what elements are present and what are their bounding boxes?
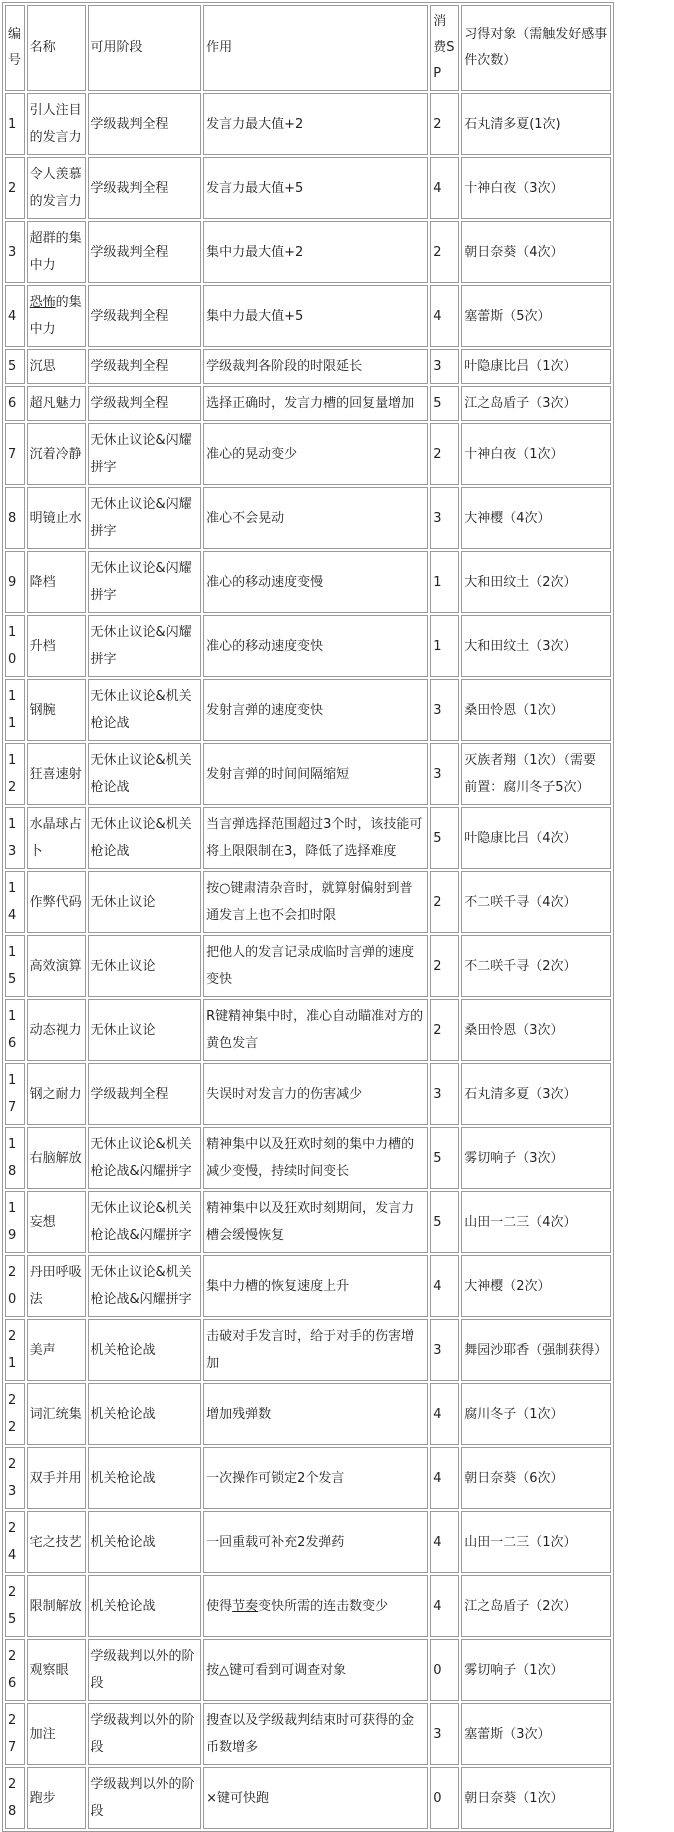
- cell-name: 超群的集中力: [27, 221, 86, 283]
- cell-no: 24: [5, 1511, 25, 1573]
- cell-no: 23: [5, 1447, 25, 1509]
- cell-sp: 2: [430, 221, 459, 283]
- cell-learn: 雾切响子（3次）: [461, 1127, 611, 1189]
- cell-stage: 学级裁判全程: [88, 221, 202, 283]
- cell-stage: 无休止议论&机关枪论战: [88, 743, 202, 805]
- cell-learn: 塞蕾斯（3次）: [461, 1703, 611, 1765]
- table-row: [5, 1575, 611, 1637]
- cell-effect: 集中力最大值+5: [203, 285, 428, 347]
- header-no: 编号: [5, 5, 25, 91]
- cell-no: 2: [5, 157, 25, 219]
- cell-name-underlined: 恐怖: [29, 295, 56, 310]
- table-row: [5, 999, 611, 1061]
- cell-name: 超凡魅力: [27, 386, 86, 421]
- cell-effect: 准心的晃动变少: [203, 423, 428, 485]
- cell-name: 丹田呼吸法: [27, 1255, 86, 1317]
- cell-name: 作弊代码: [27, 871, 86, 933]
- cell-name: 右脑解放: [27, 1127, 86, 1189]
- table-row: [5, 1063, 611, 1125]
- cell-learn: 山田一二三（4次）: [461, 1191, 611, 1253]
- cell-effect: 发言力最大值+5: [203, 157, 428, 219]
- cell-learn: 塞蕾斯（5次）: [461, 285, 611, 347]
- table-row: [5, 93, 611, 155]
- cell-learn: 不二咲千寻（2次）: [461, 935, 611, 997]
- table-row: [5, 1511, 611, 1573]
- cell-stage: 学级裁判全程: [88, 93, 202, 155]
- cell-no: 12: [5, 743, 25, 805]
- table-row: [5, 1191, 611, 1253]
- header-effect: 作用: [203, 5, 428, 91]
- cell-effect: 失误时对发言力的伤害减少: [203, 1063, 428, 1125]
- cell-no: 13: [5, 807, 25, 869]
- cell-learn: 桑田怜恩（1次）: [461, 679, 611, 741]
- cell-effect: 按△键可看到可调查对象: [203, 1639, 428, 1701]
- cell-sp: 4: [430, 157, 459, 219]
- cell-no: 1: [5, 93, 25, 155]
- cell-sp: 4: [430, 1575, 459, 1637]
- cell-effect: R键精神集中时，准心自动瞄准对方的黄色发言: [203, 999, 428, 1061]
- table-row: [5, 285, 611, 347]
- cell-sp: 3: [430, 1063, 459, 1125]
- cell-effect: 精神集中以及狂欢时刻的集中力槽的减少变慢，持续时间变长: [203, 1127, 428, 1189]
- cell-learn: 不二咲千寻（4次）: [461, 871, 611, 933]
- cell-effect: 集中力最大值+2: [203, 221, 428, 283]
- cell-no: 11: [5, 679, 25, 741]
- cell-sp: 0: [430, 1767, 459, 1829]
- table-row: [5, 1383, 611, 1445]
- cell-stage: 无休止议论: [88, 999, 202, 1061]
- cell-sp: 1: [430, 551, 459, 613]
- table-row: [5, 349, 611, 384]
- table-row: [5, 1639, 611, 1701]
- cell-name: 令人羡慕的发言力: [27, 157, 86, 219]
- cell-learn: 十神白夜（3次）: [461, 157, 611, 219]
- cell-effect: 一回重载可补充2发弹药: [203, 1511, 428, 1573]
- cell-learn: 桑田怜恩（3次）: [461, 999, 611, 1061]
- cell-name: 狂喜速射: [27, 743, 86, 805]
- cell-sp: 3: [430, 1703, 459, 1765]
- cell-stage: 机关枪论战: [88, 1447, 202, 1509]
- cell-sp: 2: [430, 999, 459, 1061]
- cell-effect: 增加残弹数: [203, 1383, 428, 1445]
- cell-effect-part: 使得: [206, 1598, 233, 1614]
- cell-name: [27, 285, 86, 347]
- cell-name: 限制解放: [27, 1575, 86, 1637]
- cell-stage: 无休止议论&机关枪论战&闪耀拼字: [88, 1191, 202, 1253]
- cell-learn: 灭族者翔（1次）（需要前置：腐川冬子5次）: [461, 743, 611, 805]
- cell-name: 钢之耐力: [27, 1063, 86, 1125]
- cell-stage: 无休止议论&机关枪论战: [88, 679, 202, 741]
- cell-learn: 江之岛盾子（2次）: [461, 1575, 611, 1637]
- cell-no: 22: [5, 1383, 25, 1445]
- cell-sp: 2: [430, 935, 459, 997]
- cell-name: 水晶球占卜: [27, 807, 86, 869]
- table-row: [5, 1255, 611, 1317]
- cell-sp: 1: [430, 615, 459, 677]
- header-learn: 习得对象（需触发好感事件次数）: [461, 5, 611, 91]
- cell-effect: 当言弹选择范围超过3个时，该技能可将上限限制在3，降低了选择难度: [203, 807, 428, 869]
- cell-learn: 十神白夜（1次）: [461, 423, 611, 485]
- table-row: [5, 1319, 611, 1381]
- cell-learn: 大神樱（2次）: [461, 1255, 611, 1317]
- table-row: [5, 1447, 611, 1509]
- header-row: [5, 5, 611, 91]
- table-row: [5, 615, 611, 677]
- cell-name: 词汇统集: [27, 1383, 86, 1445]
- cell-sp: 4: [430, 1255, 459, 1317]
- cell-stage: 无休止议论&闪耀拼字: [88, 487, 202, 549]
- cell-stage: 无休止议论: [88, 871, 202, 933]
- cell-no: 10: [5, 615, 25, 677]
- table-row: [5, 1767, 611, 1829]
- cell-name: 妄想: [27, 1191, 86, 1253]
- cell-no: 3: [5, 221, 25, 283]
- cell-no: 17: [5, 1063, 25, 1125]
- cell-stage: 无休止议论&闪耀拼字: [88, 551, 202, 613]
- cell-sp: 4: [430, 1447, 459, 1509]
- cell-sp: 3: [430, 743, 459, 805]
- cell-learn: 朝日奈葵（4次）: [461, 221, 611, 283]
- cell-stage: 学级裁判以外的阶段: [88, 1639, 202, 1701]
- skills-table: [2, 2, 614, 1832]
- table-row: [5, 487, 611, 549]
- cell-sp: 3: [430, 487, 459, 549]
- cell-stage: 学级裁判全程: [88, 285, 202, 347]
- cell-effect-part: 变快所需的连击数变少: [258, 1598, 389, 1614]
- cell-effect: 选择正确时，发言力槽的回复量增加: [203, 386, 428, 421]
- cell-effect: 学级裁判各阶段的时限延长: [203, 349, 428, 384]
- cell-name: 钢腕: [27, 679, 86, 741]
- cell-no: 25: [5, 1575, 25, 1637]
- cell-name: 高效演算: [27, 935, 86, 997]
- cell-learn: 山田一二三（1次）: [461, 1511, 611, 1573]
- cell-stage: 机关枪论战: [88, 1575, 202, 1637]
- cell-name: 沉思: [27, 349, 86, 384]
- cell-effect: 集中力槽的恢复速度上升: [203, 1255, 428, 1317]
- cell-learn: 腐川冬子（1次）: [461, 1383, 611, 1445]
- cell-name: 明镜止水: [27, 487, 86, 549]
- cell-sp: 5: [430, 1191, 459, 1253]
- cell-effect: [203, 1575, 428, 1637]
- cell-name: 加注: [27, 1703, 86, 1765]
- cell-effect: 准心不会晃动: [203, 487, 428, 549]
- cell-no: 9: [5, 551, 25, 613]
- cell-effect: ×键可快跑: [203, 1767, 428, 1829]
- cell-effect-underlined: 节奏: [232, 1598, 259, 1614]
- cell-name: 升档: [27, 615, 86, 677]
- cell-learn: 叶隐康比吕（1次）: [461, 349, 611, 384]
- table-row: [5, 386, 611, 421]
- cell-learn: 石丸清多夏(1次): [461, 93, 611, 155]
- cell-no: 5: [5, 349, 25, 384]
- cell-no: 21: [5, 1319, 25, 1381]
- cell-effect: 把他人的发言记录成临时言弹的速度变快: [203, 935, 428, 997]
- cell-stage: 机关枪论战: [88, 1383, 202, 1445]
- table-row: [5, 679, 611, 741]
- cell-learn: 雾切响子（1次）: [461, 1639, 611, 1701]
- cell-effect: 发射言弹的时间间隔缩短: [203, 743, 428, 805]
- cell-sp: 0: [430, 1639, 459, 1701]
- table-row: [5, 871, 611, 933]
- cell-learn: 大和田纹土（3次）: [461, 615, 611, 677]
- cell-learn: 舞园沙耶香（强制获得）: [461, 1319, 611, 1381]
- cell-stage: 无休止议论: [88, 935, 202, 997]
- cell-stage: 无休止议论&机关枪论战&闪耀拼字: [88, 1127, 202, 1189]
- header-sp: 消费SP: [430, 5, 459, 91]
- cell-name: 宅之技艺: [27, 1511, 86, 1573]
- cell-name: 沉着冷静: [27, 423, 86, 485]
- cell-learn: 石丸清多夏（3次）: [461, 1063, 611, 1125]
- cell-effect: 准心的移动速度变慢: [203, 551, 428, 613]
- cell-no: 18: [5, 1127, 25, 1189]
- cell-sp: 4: [430, 285, 459, 347]
- cell-stage: 学级裁判以外的阶段: [88, 1703, 202, 1765]
- cell-sp: 2: [430, 871, 459, 933]
- cell-effect: 发言力最大值+2: [203, 93, 428, 155]
- cell-sp: 5: [430, 386, 459, 421]
- cell-learn: 大神樱（4次）: [461, 487, 611, 549]
- cell-stage: 学级裁判全程: [88, 349, 202, 384]
- cell-name: 双手并用: [27, 1447, 86, 1509]
- cell-name: 美声: [27, 1319, 86, 1381]
- cell-sp: 5: [430, 1127, 459, 1189]
- cell-name: 动态视力: [27, 999, 86, 1061]
- table-row: [5, 157, 611, 219]
- cell-stage: 学级裁判全程: [88, 386, 202, 421]
- cell-name: 引人注目的发言力: [27, 93, 86, 155]
- table-row: [5, 935, 611, 997]
- cell-no: 27: [5, 1703, 25, 1765]
- header-name: 名称: [27, 5, 86, 91]
- table-row: [5, 1703, 611, 1765]
- cell-learn: 朝日奈葵（1次）: [461, 1767, 611, 1829]
- cell-sp: 3: [430, 679, 459, 741]
- cell-stage: 学级裁判全程: [88, 157, 202, 219]
- cell-sp: 4: [430, 1511, 459, 1573]
- cell-stage: 机关枪论战: [88, 1511, 202, 1573]
- cell-stage: 无休止议论&机关枪论战&闪耀拼字: [88, 1255, 202, 1317]
- cell-learn: 朝日奈葵（6次）: [461, 1447, 611, 1509]
- cell-effect: 按○键肃清杂音时，就算射偏射到普通发言上也不会扣时限: [203, 871, 428, 933]
- cell-effect: 搜查以及学级裁判结束时可获得的金币数增多: [203, 1703, 428, 1765]
- cell-no: 19: [5, 1191, 25, 1253]
- cell-no: 6: [5, 386, 25, 421]
- cell-learn: 江之岛盾子（3次）: [461, 386, 611, 421]
- cell-stage: 学级裁判以外的阶段: [88, 1767, 202, 1829]
- cell-learn: 大和田纹土（2次）: [461, 551, 611, 613]
- cell-effect: 一次操作可锁定2个发言: [203, 1447, 428, 1509]
- cell-no: 15: [5, 935, 25, 997]
- cell-no: 28: [5, 1767, 25, 1829]
- cell-stage: 无休止议论&闪耀拼字: [88, 615, 202, 677]
- cell-sp: 2: [430, 93, 459, 155]
- cell-sp: 4: [430, 1383, 459, 1445]
- cell-sp: 3: [430, 349, 459, 384]
- cell-name: 观察眼: [27, 1639, 86, 1701]
- table-row: [5, 743, 611, 805]
- cell-no: 14: [5, 871, 25, 933]
- cell-learn: 叶隐康比吕（4次）: [461, 807, 611, 869]
- cell-stage: 无休止议论&机关枪论战: [88, 807, 202, 869]
- cell-sp: 5: [430, 807, 459, 869]
- cell-name: 跑步: [27, 1767, 86, 1829]
- cell-sp: 3: [430, 1319, 459, 1381]
- cell-effect: 准心的移动速度变快: [203, 615, 428, 677]
- table-row: [5, 1127, 611, 1189]
- cell-effect: 精神集中以及狂欢时刻期间，发言力槽会缓慢恢复: [203, 1191, 428, 1253]
- table-row: [5, 551, 611, 613]
- cell-stage: 机关枪论战: [88, 1319, 202, 1381]
- cell-name-rest: 的集中力: [29, 295, 82, 337]
- cell-effect: 击破对手发言时，给于对手的伤害增加: [203, 1319, 428, 1381]
- header-stage: 可用阶段: [88, 5, 202, 91]
- cell-no: 4: [5, 285, 25, 347]
- cell-stage: 无休止议论&闪耀拼字: [88, 423, 202, 485]
- cell-sp: 2: [430, 423, 459, 485]
- table-row: [5, 221, 611, 283]
- cell-no: 16: [5, 999, 25, 1061]
- cell-no: 7: [5, 423, 25, 485]
- cell-stage: 学级裁判全程: [88, 1063, 202, 1125]
- table-row: [5, 807, 611, 869]
- cell-no: 20: [5, 1255, 25, 1317]
- table-row: [5, 423, 611, 485]
- cell-no: 26: [5, 1639, 25, 1701]
- cell-name: 降档: [27, 551, 86, 613]
- cell-effect: 发射言弹的速度变快: [203, 679, 428, 741]
- cell-no: 8: [5, 487, 25, 549]
